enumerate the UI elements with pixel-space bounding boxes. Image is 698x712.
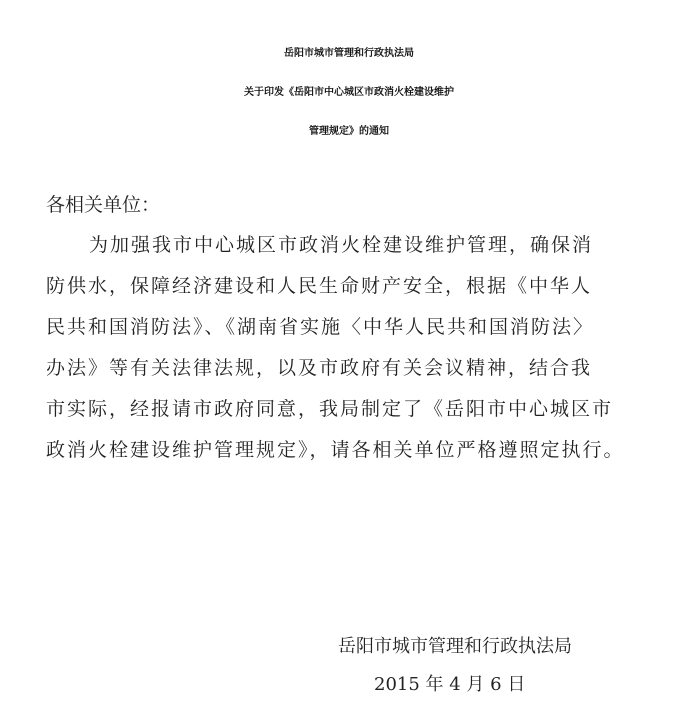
signature-date: 2015 年 4 月 6 日	[374, 674, 526, 695]
title-line-2: 关于印发《岳阳市中心城区市政消火栓建设维护	[244, 87, 454, 98]
body-line-3: 民共和国消防法》、《湖南省实施〈中华人民共和国消防法〉	[46, 316, 595, 338]
body-line-2: 防供水，保障经济建设和人民生命财产安全，根据《中华人	[46, 275, 593, 297]
body-line-1: 为加强我市中心城区市政消火栓建设维护管理，确保消	[89, 234, 594, 256]
title-line-1: 岳阳市城市管理和行政执法局	[284, 48, 414, 59]
salutation: 各相关单位：	[46, 194, 161, 216]
body-line-4: 办法》等有关法律法规，以及市政府有关会议精神，结合我	[46, 357, 593, 379]
body-line-6: 政消火栓建设维护管理规定》，请各相关单位严格遵照定执行。	[46, 439, 625, 461]
title-line-3: 管理规定》的通知	[309, 126, 389, 137]
body-line-5: 市实际，经报请市政府同意，我局制定了《岳阳市中心城区市	[46, 398, 614, 420]
signature-organization: 岳阳市城市管理和行政执法局	[338, 636, 572, 657]
